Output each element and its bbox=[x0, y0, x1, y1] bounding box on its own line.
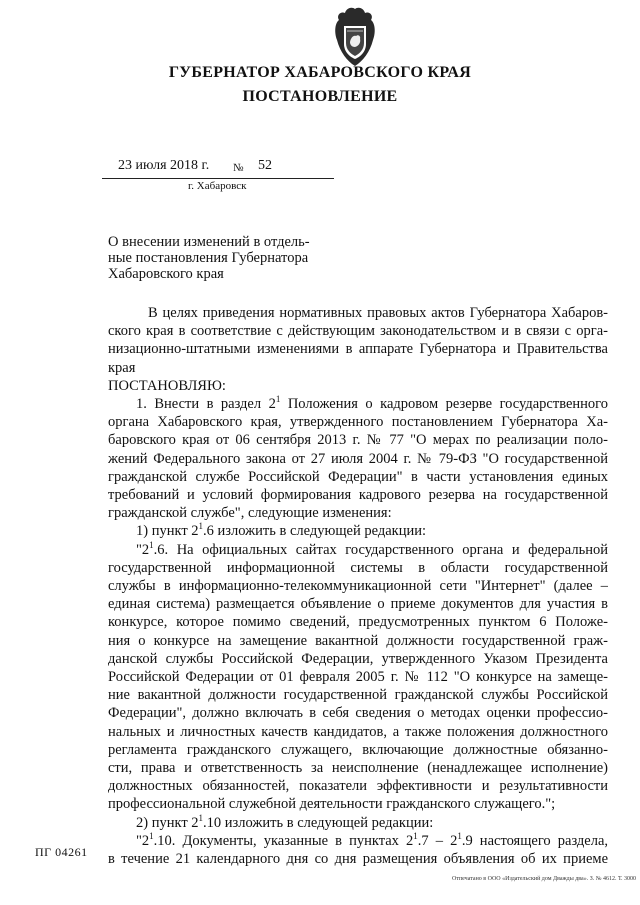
quote1-line: службы в информационно-телекоммуникационной сети "Интернет" (далее – bbox=[108, 578, 608, 595]
city-label: г. Хабаровск bbox=[188, 180, 247, 192]
subitem-1: 1) пункт $2^1.6$ изложить в следующей редакции: bbox=[136, 522, 427, 540]
quote1-line: сти, права и ответственность за неисполнение (ненадлежащее исполнение) bbox=[108, 760, 608, 777]
subject-line: ные постановления Губернатора bbox=[108, 250, 309, 266]
document-number: 52 bbox=[258, 158, 272, 173]
item1-line: баровского края от 06 сентября 2013 г. № 77 "О мерах по реализации поло- bbox=[108, 432, 608, 449]
quote1-line: Российской Федерации от 01 февраля 2005 г. № 112 "О конкурсе на замеще- bbox=[108, 669, 608, 686]
quote2-line: в течение 21 календарного дня со дня размещения объявления об их приеме bbox=[108, 851, 608, 868]
coat-of-arms-icon bbox=[330, 6, 380, 68]
number-label: № bbox=[233, 162, 244, 174]
quote1-line: Федерации", должно включать в себя сведения о методах оценки профессио- bbox=[108, 705, 608, 722]
subject-line: О внесении изменений в отдель- bbox=[108, 234, 310, 250]
intro-line: низационно-штатными изменениями в аппарате Губернатора и Правительства bbox=[108, 341, 608, 358]
quote1-line: ние вакантной должности государственной гражданской службы Российской bbox=[108, 687, 608, 704]
printer-note: Отпечатано в ООО «Издательский дом Дважды два». З. № 4612. Т. 3000 bbox=[452, 876, 637, 882]
document-subject bbox=[108, 234, 338, 282]
item1-line: жений Федерального закона от 27 июля 2004 г. № 79-ФЗ "О государственной bbox=[108, 450, 608, 467]
document-body bbox=[108, 304, 608, 868]
intro-line: ского края в соответствие с действующим законодательством и в связи с орга- bbox=[108, 323, 608, 340]
quote1-line: должностных обязанностей, показатели эффективности и результативности bbox=[108, 778, 608, 795]
intro-line: края bbox=[108, 359, 136, 376]
quote1-line: единая система) размещается объявление о приеме документов для участия в bbox=[108, 596, 608, 613]
item1-line: гражданской службе", следующие изменения: bbox=[108, 505, 392, 522]
quote1-line: данской службы Российской Федерации, утвержденного Указом Президента bbox=[108, 650, 608, 667]
form-code: ПГ 04261 bbox=[35, 845, 88, 859]
subitem-2: 2) пункт $2^1.10$ изложить в следующей редакции: bbox=[136, 813, 434, 831]
quote1-line: конкурсе, которое помимо сведений, предусмотренных пунктом 6 Положе- bbox=[108, 614, 608, 631]
item1-line: органа Хабаровского края, утвержденного постановлением Губернатора Ха- bbox=[108, 414, 608, 431]
resolve-heading: ПОСТАНОВЛЯЮ: bbox=[108, 377, 226, 394]
document-date: 23 июля 2018 г. bbox=[118, 158, 210, 173]
quote1-line: профессиональной служебной деятельности гражданского служащего."; bbox=[108, 796, 556, 813]
date-underline bbox=[102, 178, 334, 179]
document-type: ПОСТАНОВЛЕНИЕ bbox=[242, 88, 398, 105]
quote1-line: нальных и личностных качеств кандидатов, а также положения должностного bbox=[108, 723, 608, 740]
authority-title: ГУБЕРНАТОР ХАБАРОВСКОГО КРАЯ bbox=[168, 64, 472, 81]
quote1-line: регламента гражданского служащего, включающие должностные обязанно- bbox=[108, 741, 608, 758]
intro-line: В целях приведения нормативных правовых актов Губернатора Хабаров- bbox=[148, 305, 608, 321]
item1-line: гражданской службе Российской Федерации" в части установления единых bbox=[108, 468, 608, 485]
quote2-first-line: "$2^1.10$. Документы, указанные в пунктах $2^1.7 - 2^1.9$ настоящего раздела, bbox=[136, 831, 608, 849]
quote1-line: ния о конкурсе на замещение вакантной должности государственной граж- bbox=[108, 632, 608, 649]
item1-line: требований и условий формирования кадрового резерва на государственной bbox=[108, 487, 608, 504]
quote1-line: государственной информационной системы в области государственной bbox=[108, 559, 608, 576]
subject-line: Хабаровского края bbox=[108, 266, 224, 282]
item1-first-line: 1. Внести в раздел $2^1$ Положения о кадровом резерве государственного bbox=[136, 395, 608, 413]
quote1-first-line: "$2^1.6$. На официальных сайтах государственного органа и федеральной bbox=[136, 540, 608, 558]
